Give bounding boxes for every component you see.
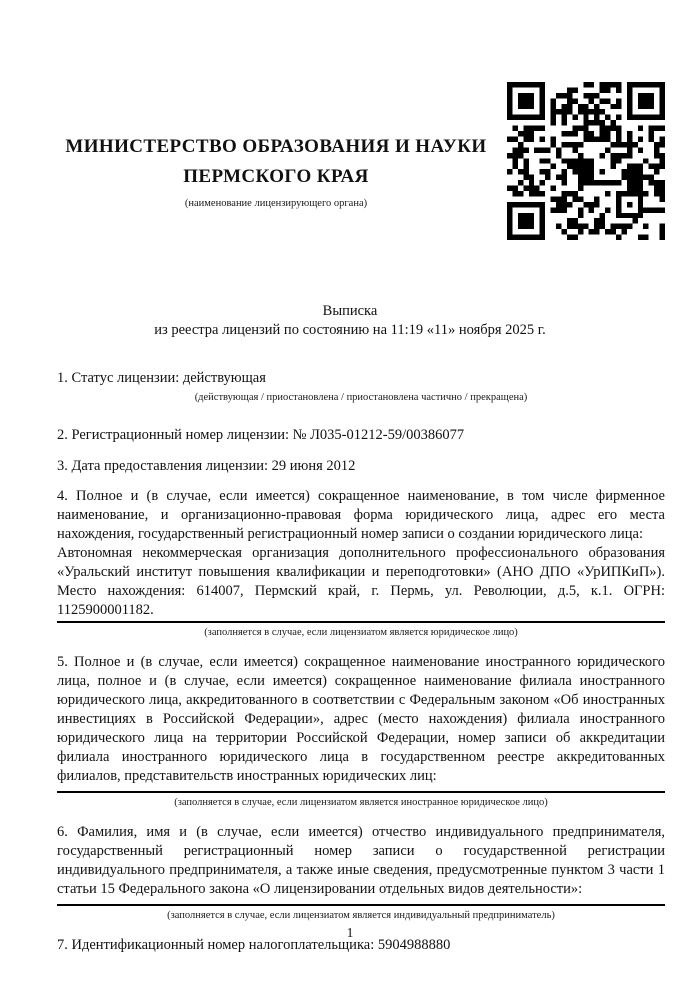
document-title-line1: Выписка [322,303,378,319]
foreign-entity-item [57,653,665,810]
document-title-line2: из реестра лицензий по состоянию на 11:19 «11» ноября 2025 г. [154,322,546,338]
license-status-caption: (действующая / приостановлена / приостановлена частично / прекращена) [194,392,528,403]
foreign-entity-caption: (заполняется в случае, если лицензиатом является иностранное юридическое лицо) [174,797,548,808]
legal-entity-label: 4. Полное и (в случае, если имеется) сокращенное наименование, в том числе фирменное наименование, и организационно-правовая форма юридического лица, адрес его места нахождения, государственный регистрационный номер записи о создании юридического лица: [57,488,665,542]
legal-entity-item [57,487,665,640]
document-body [0,369,700,955]
license-status-item [57,369,665,405]
foreign-entity-label: 5. Полное и (в случае, если имеется) сокращенное наименование иностранного юридического лица, полное и (в случае, если имеется) сокращенное наименование филиала иностранного юридического лица, аккредитованного в соответствии с Федеральным законом «Об иностранных инвестициях в Российской Федерации», адрес (место нахождения) филиала иностранного юридического лица на территории Российской Федерации, номер записи об аккредитации филиала иностранного юридического лица в государственном реестре аккредитованных филиалов, представительств иностранных юридических лиц: [57,654,665,784]
legal-entity-value: Автономная некоммерческая организация дополнительного профессионального образования «Уральский институт повышения квалификации и переподготовки» (АНО ДПО «УрИПКиП»). Место нахождения: 614007, Пермский край, г. Пермь, ул. Революции, д.5, к.1. ОГРН: 1125900001182. [57,545,665,618]
document-header [0,0,700,240]
licensing-authority-block [57,82,507,211]
individual-entrepreneur-fill-line [57,904,665,906]
licensing-authority-caption: (наименование лицензирующего органа) [184,198,368,209]
ministry-name-line2: ПЕРМСКОГО КРАЯ [183,166,369,187]
page-number: 1 [346,925,354,940]
license-number-text: 2. Регистрационный номер лицензии: № Л035-01212-59/00386077 [57,427,465,443]
legal-entity-fill-line [57,621,665,623]
license-number-item [57,426,665,445]
individual-entrepreneur-item [57,823,665,923]
qr-code-icon [507,82,665,240]
license-date-text: 3. Дата предоставления лицензии: 29 июня 2012 [57,458,356,474]
foreign-entity-fill-line [57,791,665,793]
document-title [0,302,700,340]
individual-entrepreneur-label: 6. Фамилия, имя и (в случае, если имеется) отчество индивидуального предпринимателя, государственный регистрационный номер записи о государственной регистрации индивидуального предпринимателя, а также иные сведения, предусмотренные пунктом 3 части 1 статьи 15 Федерального закона «О лицензировании отдельных видов деятельности»: [57,824,665,897]
license-date-item [57,457,665,476]
license-status-text: 1. Статус лицензии: действующая [57,370,266,386]
individual-entrepreneur-caption: (заполняется в случае, если лицензиатом является индивидуальный предприниматель) [167,910,555,921]
ministry-name-line1: МИНИСТЕРСТВО ОБРАЗОВАНИЯ И НАУКИ [65,136,487,157]
taxpayer-number-text: 7. Идентификационный номер налогоплательщика: 5904988880 [57,937,451,953]
legal-entity-caption: (заполняется в случае, если лицензиатом является юридическое лицо) [204,627,518,638]
